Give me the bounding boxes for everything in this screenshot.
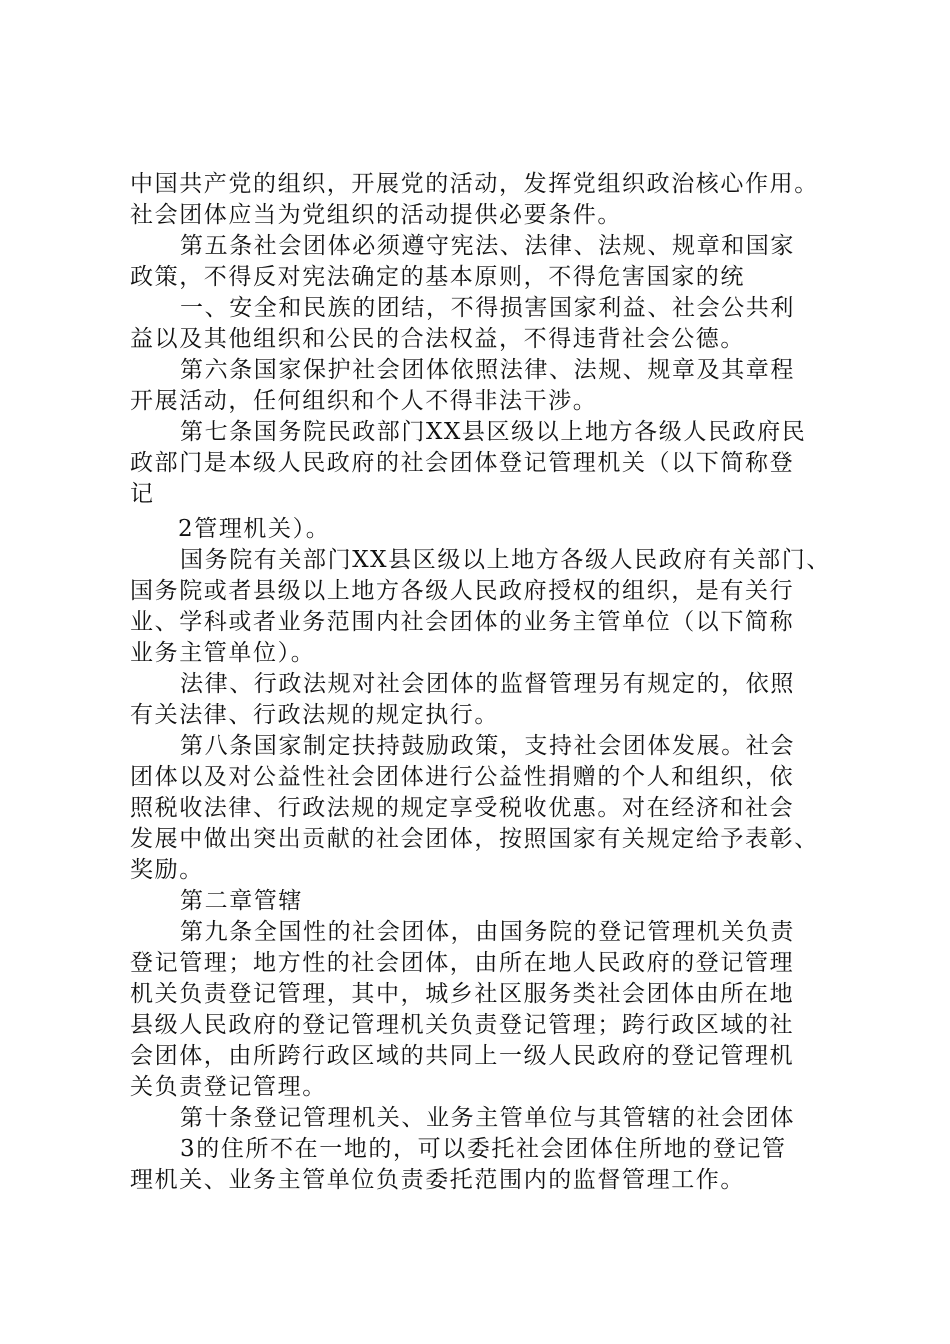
text-line: 3的住所不在一地的，可以委托社会团体住所地的登记管 — [180, 1136, 787, 1162]
text-line: 政策，不得反对宪法确定的基本原则，不得危害国家的统 — [130, 264, 745, 290]
text-line: 国务院有关部门XX县区级以上地方各级人民政府有关部门、 — [180, 547, 831, 573]
text-line: 第五条社会团体必须遵守宪法、法律、法规、规章和国家 — [180, 233, 795, 259]
text-line: 登记管理；地方性的社会团体，由所在地人民政府的登记管理 — [130, 950, 795, 976]
chapter-heading: 第二章管辖 — [180, 888, 303, 914]
text-line: 业、学科或者业务范围内社会团体的业务主管单位（以下简称 — [130, 609, 795, 635]
text-line: 照税收法律、行政法规的规定享受税收优惠。对在经济和社会 — [130, 795, 795, 821]
text-line: 法律、行政法规对社会团体的监督管理另有规定的，依照 — [180, 671, 795, 697]
text-line: 社会团体应当为党组织的活动提供必要条件。 — [130, 202, 622, 228]
text-line: 第十条登记管理机关、业务主管单位与其管辖的社会团体 — [180, 1105, 795, 1131]
text-line: 第九条全国性的社会团体，由国务院的登记管理机关负责 — [180, 919, 795, 945]
text-line: 第七条国务院民政部门XX县区级以上地方各级人民政府民 — [180, 419, 807, 445]
text-line: 机关负责登记管理，其中，城乡社区服务类社会团体由所在地 — [130, 981, 795, 1007]
text-line: 业务主管单位）。 — [130, 640, 316, 666]
text-line: 第六条国家保护社会团体依照法律、法规、规章及其章程 — [180, 357, 795, 383]
text-line: 国务院或者县级以上地方各级人民政府授权的组织，是有关行 — [130, 578, 795, 604]
text-line: 理机关、业务主管单位负责委托范围内的监督管理工作。 — [130, 1167, 745, 1193]
text-line: 奖励。 — [130, 857, 204, 883]
text-line: 第八条国家制定扶持鼓励政策，支持社会团体发展。社会 — [180, 733, 795, 759]
text-line: 益以及其他组织和公民的合法权益，不得违背社会公德。 — [130, 326, 745, 352]
text-line: 有关法律、行政法规的规定执行。 — [130, 702, 499, 728]
text-line: 中国共产党的组织，开展党的活动，发挥党组织政治核心作用。 — [130, 171, 819, 197]
text-line: 关负责登记管理。 — [130, 1074, 327, 1100]
text-line: 县级人民政府的登记管理机关负责登记管理；跨行政区域的社 — [130, 1012, 795, 1038]
text-line: 记 — [130, 481, 155, 507]
text-line: 会团体，由所跨行政区域的共同上一级人民政府的登记管理机 — [130, 1043, 795, 1069]
text-line: 开展活动，任何组织和个人不得非法干涉。 — [130, 388, 598, 414]
document-body — [130, 169, 850, 1196]
text-line: 团体以及对公益性社会团体进行公益性捐赠的个人和组织，依 — [130, 764, 795, 790]
text-line: 政部门是本级人民政府的社会团体登记管理机关（以下简称登 — [130, 450, 795, 476]
text-line: 一、安全和民族的团结，不得损害国家利益、社会公共利 — [180, 295, 795, 321]
text-line: 2管理机关）。 — [178, 516, 331, 542]
text-line: 发展中做出突出贡献的社会团体，按照国家有关规定给予表彰、 — [130, 826, 819, 852]
